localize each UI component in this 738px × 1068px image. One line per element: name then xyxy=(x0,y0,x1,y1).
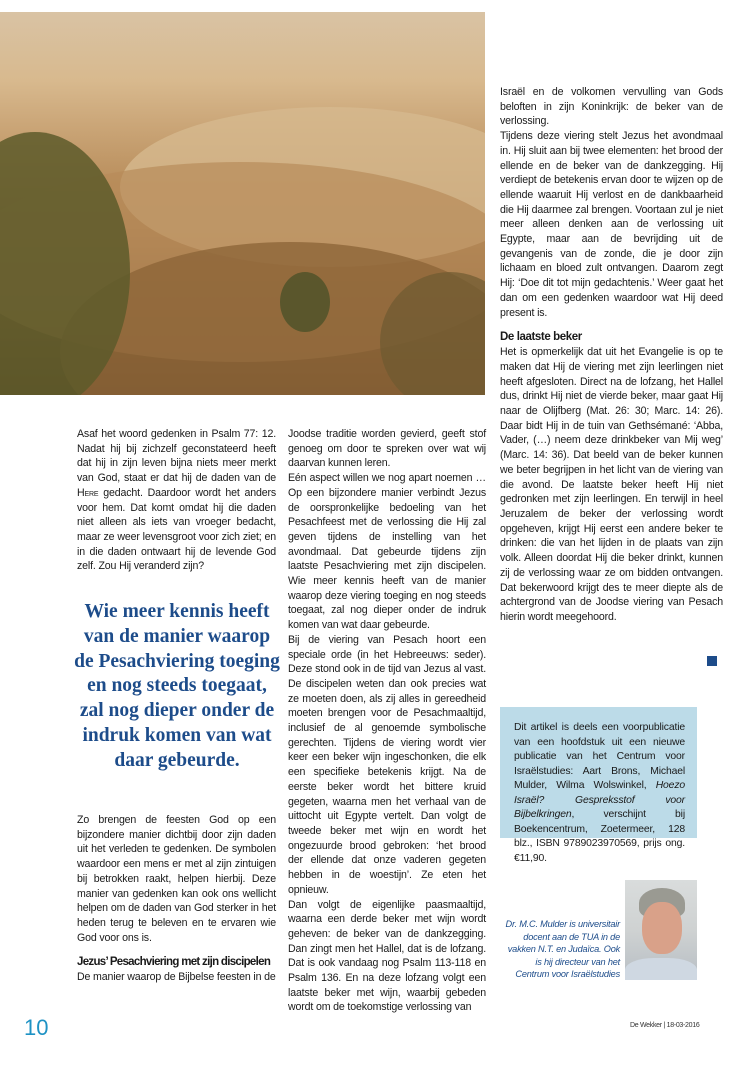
body-paragraph: De manier waarop de Bijbelse feesten in de xyxy=(77,971,276,984)
pull-quote: Wie meer kennis heeft van de manier waarop de Pesachviering toeging en nog steeds toegaat, zal nog dieper onder de indruk komen van wat daar gebeurde. xyxy=(74,601,280,771)
column-3 xyxy=(500,85,723,625)
end-of-article-square xyxy=(707,656,717,666)
body-paragraph: Tijdens deze viering stelt Jezus het avondmaal in. Hij sluit aan bij twee elementen: het brood der ellende en de beker van de dankzegging. Hij verdiept de betekenis ervan door te wijzen op de ellende waaruit Hij verlost en de dankbaarheid die Hij daarmee zal brengen. Voortaan zul je niet meer alleen denken aan de verlossing uit Egypte, maar aan de bevrijding uit de gevangenis van de zonde, die je door zijn lichaam en bloed zult ontvangen. Daarom zegt Hij: ‘Doe dit tot mijn gedachtenis.’ Weer gaat het dan om een gedenken waardoor wat Hij deed present is. xyxy=(500,130,723,319)
footer-publication: De Wekker | 18-03-2016 xyxy=(630,1022,700,1029)
body-paragraph: Het is opmerkelijk dat uit het Evangelie is op te maken dat Hij de viering met zijn leerlingen niet heeft afgesloten. Direct na de lofzang, het Hallel dus, drinkt Hij niet de vierde beker, maar gaat Hij naar de Olijfberg (Mat. 26: 30; Marc. 14: 26). Daar bidt Hij in de tuin van Gethsémané: ‘Abba, Vader, (…) neem deze drinkbeker van Mij weg’ (Marc. 14: 36). Dat beeld van de beker kunnen we beter begrijpen in het licht van de viering van die avond. De laatste beker heeft Hij niet gedronken met zijn leerlingen. En terwijl in heel Jeruzalem de beker der verlossing wordt opgeheven, krijgt Hij eerst een andere beker te drinken: die van het lijden in de plaats van zijn volk. Alleen doordat Hij die beker drinkt, kunnen zij de verlossing waar ze om bidden ontvangen. Dat bekerwoord krijgt des te meer diepte als de achtergrond van de Joodse viering van Pesach hierin wordt meegehoord. xyxy=(500,346,723,623)
body-paragraph: Asaf het woord gedenken in Psalm 77: 12. Nadat hij bij zichzelf geconstateerd heeft dat hij in zijn leven bijna niets meer merkt van God, staat er dat hij de daden van de Here gedacht. Daardoor wordt het anders voor hem. Dat komt omdat hij die daden niet alleen als iets van vroeger bedacht, maar ze weer levensgroot voor zich ziet; en in die daden ontwaart hij de levende God zelf. Zou Hij veranderd zijn? xyxy=(77,428,276,573)
body-paragraph: Joodse traditie worden gevierd, geeft stof genoeg om door te spreken over wat wij daarvan kunnen leren. xyxy=(288,428,486,470)
column-1-lower xyxy=(77,813,276,985)
info-box: Dit artikel is deels een voorpublicatie van een hoofdstuk uit een nieuwe publicatie van het Centrum voor Israëlstudies: Aart Brons, Michael Mulder, Wilma Wolswinkel, Hoezo Israël? Gespreksstof voor Bijbelkringen, verschijnt bij Boekencentrum, Zoetermeer, 128 blz., ISBN 9789023970569, prijs ong. €11,90. xyxy=(500,707,697,838)
body-paragraph: Bij de viering van Pesach hoort een speciale orde (in het Hebreeuws: seder). Deze stond ook in de tijd van Jezus al vast. De discipelen weten dan ook precies wat ze moeten doen, als zij alles in gereedheid moeten brengen voor de Pesachmaaltijd, inclusief de al genoemde symbolische gerechten. Tijdens de viering wordt vier keer een beker wijn ingeschonken, die elk een specifieke betekenis krijgt. Na de eerste beker wordt het bittere kruid gegeten, waarna men het verhaal van de uittocht uit Egypte vertelt. Dan volgt de tweede beker met wijn en wordt het ongezuurde brood gebroken: ‘het brood der ellende dat onze vaderen gegeten hebben in de woestijn’. Ze eten het opnieuw. xyxy=(288,633,486,896)
page-number: 10 xyxy=(24,1015,49,1040)
body-paragraph: Dan volgt de eigenlijke paasmaaltijd, waarna een derde beker met wijn wordt geheven: de beker van de dankzegging. Dan zingt men het Hallel, dat is de lofzang. Dat is ook vandaag nog Psalm 113-118 en Psalm 136. En na deze lofzang volgt een laatste beker met wijn, waarbij gebeden wordt om de toekomstige verlossing van xyxy=(288,898,486,1014)
author-caption: Dr. M.C. Mulder is universitair docent aan de TUA in de vakken N.T. en Judaïca. Ook is hij directeur van het Centrum voor Israëlstudies xyxy=(505,919,620,980)
section-heading: De laatste beker xyxy=(500,331,582,344)
author-photo xyxy=(625,880,697,980)
body-paragraph: Israël en de volkomen vervulling van Gods beloften in zijn Koninkrijk: de beker van de verlossing. xyxy=(500,86,723,128)
body-paragraph: Zo brengen de feesten God op een bijzondere manier dichtbij door zijn daden uit het verleden te gedenken. De symbolen waardoor een mens er met al zijn zintuigen bij betrokken raakt, helpen hierbij. Deze manier van gedenken kan ook ons wellicht helpen om de daden van God sterker in het heden terug te beleven en te ervaren wie God voor ons is. xyxy=(77,814,276,944)
column-1 xyxy=(77,427,276,574)
section-heading: Jezus’ Pesachviering met zijn discipelen xyxy=(77,956,271,969)
column-2 xyxy=(288,427,486,1015)
body-paragraph: Eén aspect willen we nog apart noemen … Op een bijzondere manier verbindt Jezus de oorspronkelijke bedoeling van het Pesachfeest met de verlossing die Hij zal geven tijdens de instelling van het avondmaal. Dat gebeurde tijdens zijn laatste Pesachviering met zijn discipelen. Wie meer kennis heeft van de manier waarop deze viering toeging en nog steeds toegaat, zal nog dieper onder de indruk komen van wat daar gebeurde. xyxy=(288,472,486,632)
jerusalem-landscape-photo xyxy=(0,12,485,395)
